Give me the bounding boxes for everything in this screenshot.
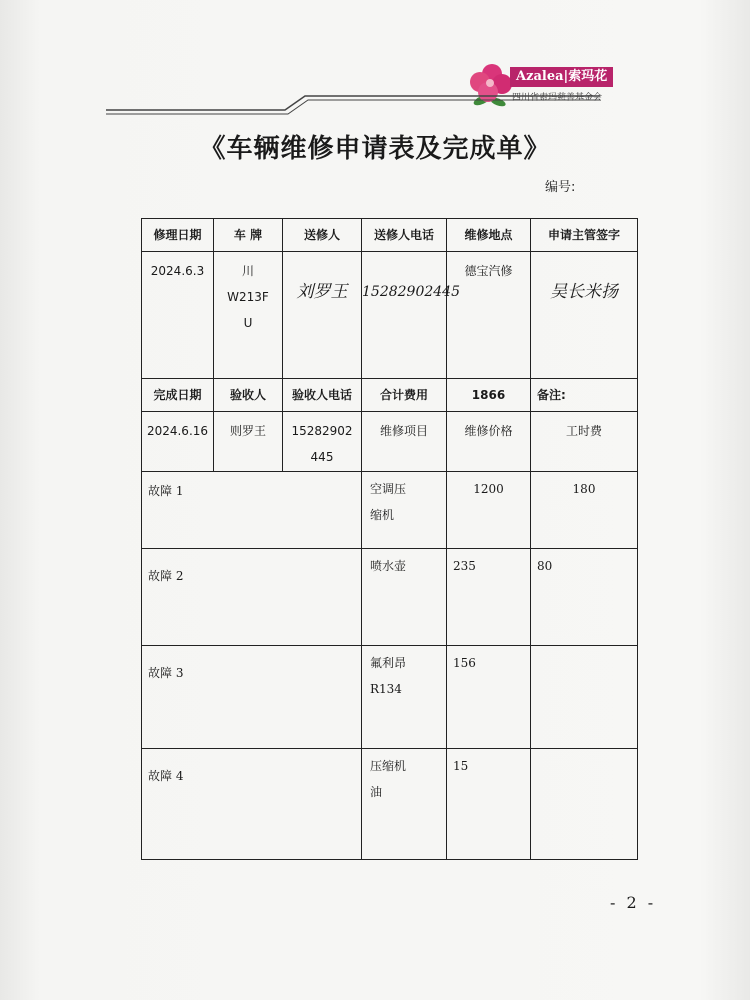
header-remarks: 备注: [531, 379, 638, 412]
fault-row-1 [142, 472, 638, 549]
fault-item-line-1: 氟利昂 [370, 656, 407, 670]
header-sender-phone: 送修人电话 [362, 219, 447, 252]
header-plate: 车 牌 [214, 219, 283, 252]
repair-location: 德宝汽修 [447, 252, 531, 379]
fault-labor: 180 [531, 472, 638, 549]
fault-item-line-1: 喷水壶 [370, 559, 407, 573]
receiver-phone-line-2: 445 [310, 450, 334, 464]
fault-price: 235 [447, 549, 531, 646]
logo-subtext: 四川省索玛慈善基金会 [512, 93, 603, 103]
fault-row-2 [142, 549, 638, 646]
completion-values-row [142, 412, 638, 472]
fault-labor: 80 [531, 549, 638, 646]
fault-row-3 [142, 646, 638, 749]
sender-phone [362, 252, 460, 379]
document-number-label: 编号: [545, 180, 576, 195]
completion-date: 2024.6.16 [142, 412, 214, 472]
fault-item [362, 472, 447, 549]
header-total-cost: 合计费用 [362, 379, 447, 412]
fault-price: 1200 [447, 472, 531, 549]
plate-line-1: 川 [241, 264, 254, 278]
repair-form-table [141, 218, 638, 860]
completion-header-row [142, 379, 638, 412]
fault-item-line-1: 空调压 [370, 482, 407, 496]
receiver-name: 则罗王 [214, 412, 283, 472]
header-receiver: 验收人 [214, 379, 283, 412]
receiver-phone-line-1: 15282902 [291, 424, 353, 438]
fault-labor [531, 749, 638, 860]
sender-phone-text: 15282902445 [362, 284, 460, 300]
header-sender: 送修人 [283, 219, 362, 252]
fault-labor [531, 646, 638, 749]
header-receiver-phone: 验收人电话 [283, 379, 362, 412]
fault-item [362, 549, 447, 646]
fault-item-line-2: R134 [370, 682, 402, 696]
repair-date: 2024.6.3 [142, 252, 214, 379]
fault-label: 故障 3 [142, 646, 362, 749]
total-cost-value: 1866 [447, 379, 531, 412]
fault-label: 故障 2 [142, 549, 362, 646]
logo-text: Azalea|索玛花 [510, 67, 613, 87]
request-header-row [142, 219, 638, 252]
fault-label: 故障 4 [142, 749, 362, 860]
plate-line-3: U [243, 316, 253, 330]
plate-number [214, 252, 283, 379]
header-repair-item: 维修项目 [362, 412, 447, 472]
header-repair-date: 修理日期 [142, 219, 214, 252]
header-location: 维修地点 [447, 219, 531, 252]
header-labor-fee: 工时费 [531, 412, 638, 472]
fault-item-line-1: 压缩机 [370, 759, 407, 773]
request-values-row [142, 252, 638, 379]
header-divider [0, 0, 750, 130]
fault-item-line-2: 缩机 [370, 508, 395, 522]
page-number: - 2 - [610, 893, 657, 912]
supervisor-signature [531, 252, 638, 379]
fault-price: 15 [447, 749, 531, 860]
fault-label: 故障 1 [142, 472, 362, 549]
document-title: 《车辆维修申请表及完成单》 [199, 134, 551, 164]
sender-signature [283, 252, 362, 379]
plate-line-2: W213F [227, 290, 269, 304]
header-repair-price: 维修价格 [447, 412, 531, 472]
fault-item [362, 749, 447, 860]
fault-row-4 [142, 749, 638, 860]
supervisor-signature-text: 吴长米扬 [550, 282, 618, 302]
fault-price: 156 [447, 646, 531, 749]
sender-signature-text: 刘罗王 [296, 282, 348, 302]
fault-item [362, 646, 447, 749]
receiver-phone [283, 412, 362, 472]
header-completion-date: 完成日期 [142, 379, 214, 412]
fault-item-line-2: 油 [370, 785, 383, 799]
header-supervisor-signature: 申请主管签字 [531, 219, 638, 252]
